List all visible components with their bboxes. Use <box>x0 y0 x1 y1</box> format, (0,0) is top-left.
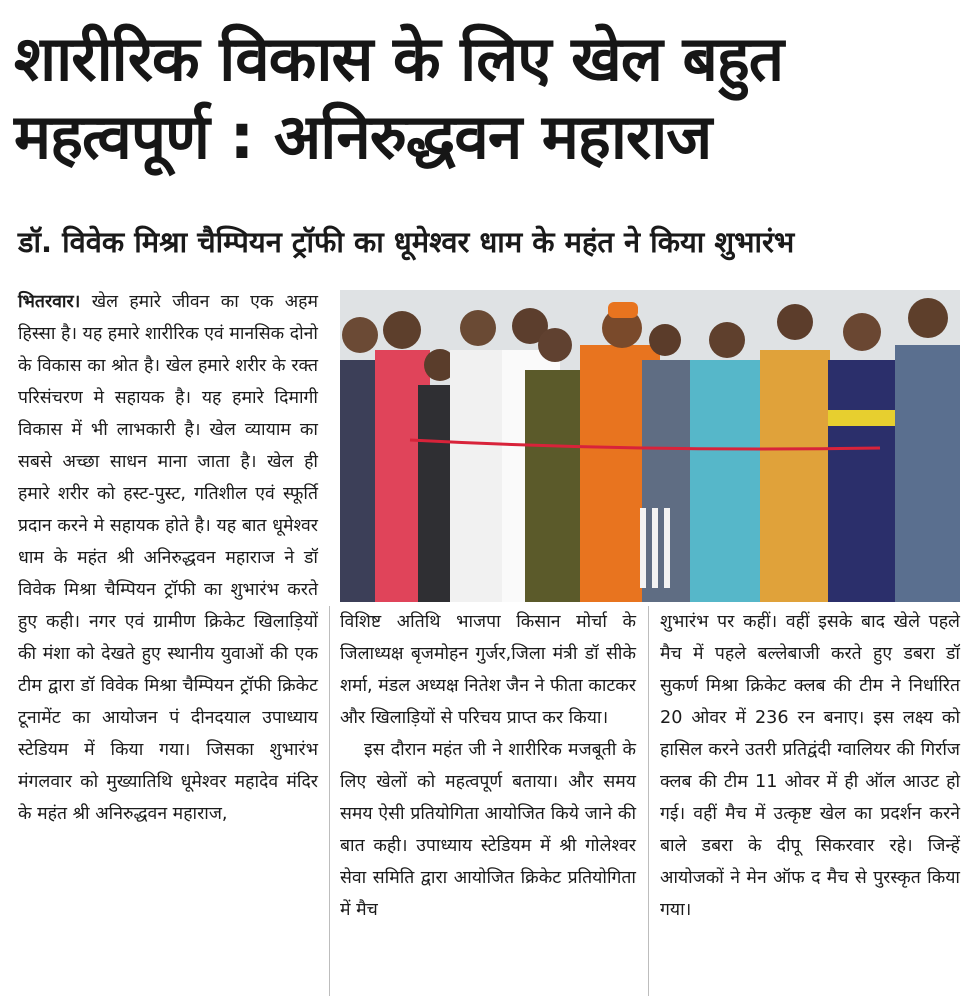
subheadline: डॉ. विवेक मिश्रा चैम्पियन ट्रॉफी का धूमेश्वर धाम के महंत ने किया शुभारंभ <box>18 225 795 259</box>
article-column-1 <box>18 286 318 830</box>
ribbon-cutting-photo <box>340 290 960 602</box>
column-divider <box>329 606 330 996</box>
dateline: भितरवार। <box>18 292 81 312</box>
article-column-3: शुभारंभ पर कहीं। वहीं इसके बाद खेले पहले मैच में पहले बल्लेबाजी करते हुए डबरा डॉ सुकर्ण मिश्रा क्रिकेट क्लब की टीम ने निर्धारित 20 ओवर में 236 रन बनाए। इस लक्ष्य को हासिल करने उतरी प्रतिद्वंदी ग्वालियर की गिर्राज क्लब की टीम 11 ओवर में ही ऑल आउट हो गई। वहीं मैच में उत्कृष्ट खेल का प्रदर्शन करने बाले डबरा के दीपू सिकरवार रहे। जिन्हें आयोजकों ने मेन ऑफ द मैच से पुरस्कृत किया गया। <box>660 612 960 920</box>
column-2-para-1: विशिष्ट अतिथि भाजपा किसान मोर्चा के जिलाध्यक्ष बृजमोहन गुर्जर,जिला मंत्री डॉ सीके शर्मा, मंडल अध्यक्ष नितेश जैन ने फीता काटकर और खिलाड़ियों से परिचय प्राप्त कर किया। <box>340 612 636 728</box>
headline: शारीरिक विकास के लिए खेल बहुत महत्वपूर्ण : अनिरुद्धवन महाराज <box>14 22 784 173</box>
column-1-text: खेल हमारे जीवन का एक अहम हिस्सा है। यह हमारे शारीरिक एवं मानसिक दोनो के विकास का श्रोत है। खेल हमारे शरीर के रक्त परिसंचरण मे सहायक है। यह हमारे दिमागी विकास में भी लाभकारी है। खेल व्यायाम का सबसे अच्छा साधन माना जाता है। खेल ही हमारे शरीर को हस्ट-पुस्ट, गतिशील एवं स्फूर्ति प्रदान करने मे सहायक होते है। यह बात धूमेश्वर धाम के महंत श्री अनिरुद्धवन महाराज ने डॉ विवेक मिश्रा चैम्पियन ट्रॉफी का शुभारंभ करते हुए कही। नगर एवं ग्रामीण क्रिकेट खिलाड़ियों की मंशा को देखते हुए स्थानीय युवाओं की एक टीम द्वारा डॉ विवेक मिश्रा चैम्पियन ट्रॉफी क्रिकेट टूनामेंट का आयोजन पं दीनदयाल उपाध्याय स्टेडियम में किया गया। जिसका शुभारंभ मंगलवार को मुख्यातिथि धूमेश्वर महादेव मंदिर के महंत श्री अनिरुद्धवन महाराज, <box>18 292 318 824</box>
column-2-para-2: इस दौरान महंत जी ने शारीरिक मजबूती के लिए खेलों को महत्वपूर्ण बताया। और समय समय ऐसी प्रतियोगिता आयोजित किये जाने की बात कही। उपाध्याय स्टेडियम में श्री गोलेश्वर सेवा समिति द्वारा आयोजित क्रिकेट प्रतियोगिता में मैच <box>340 740 636 920</box>
article-column-2 <box>340 606 636 926</box>
column-divider <box>648 606 649 996</box>
